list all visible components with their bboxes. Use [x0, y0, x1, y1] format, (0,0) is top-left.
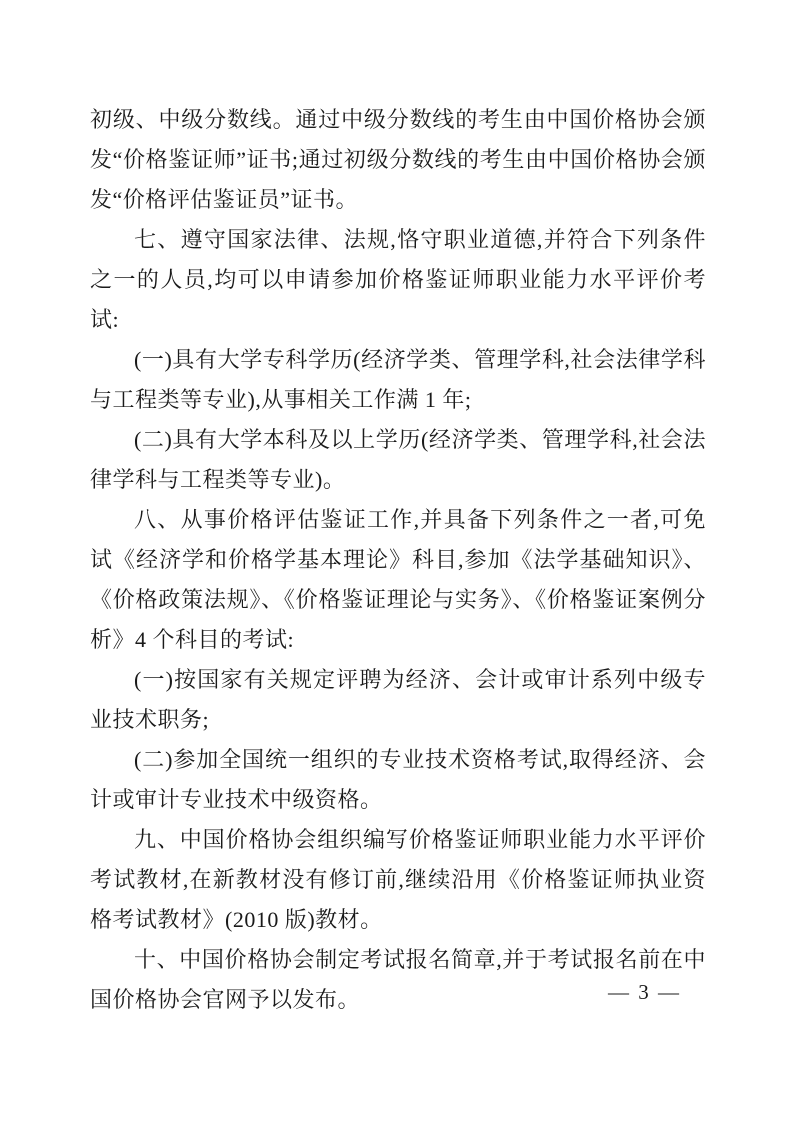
- paragraph-item-7-sub-1: (一)具有大学专科学历(经济学类、管理学科,社会法律学科与工程类等专业),从事相关工作满 1 年;: [90, 347, 706, 412]
- paragraph-item-8-sub-2: (二)参加全国统一组织的专业技术资格考试,取得经济、会计或审计专业技术中级资格。: [90, 747, 706, 812]
- paragraph-item-7: 七、遵守国家法律、法规,恪守职业道德,并符合下列条件之一的人员,均可以申请参加价格鉴证师职业能力水平评价考试:: [90, 227, 706, 332]
- paragraph-item-8: 八、从事价格评估鉴证工作,并具备下列条件之一者,可免试《经济学和价格学基本理论》科目,参加《法学基础知识》、《价格政策法规》、《价格鉴证理论与实务》、《价格鉴证案例分析》4 个科目的考试:: [90, 507, 706, 652]
- page-number: — 3 —: [608, 980, 681, 1004]
- document-body: [90, 100, 706, 1020]
- paragraph-continuation: 初级、中级分数线。通过中级分数线的考生由中国价格协会颁发“价格鉴证师”证书;通过初级分数线的考生由中国价格协会颁发“价格评估鉴证员”证书。: [90, 107, 706, 212]
- paragraph-item-9: 九、中国价格协会组织编写价格鉴证师职业能力水平评价考试教材,在新教材没有修订前,继续沿用《价格鉴证师执业资格考试教材》(2010 版)教材。: [90, 827, 706, 932]
- paragraph-item-7-sub-2: (二)具有大学本科及以上学历(经济学类、管理学科,社会法律学科与工程类等专业)。: [90, 427, 706, 492]
- paragraph-item-8-sub-1: (一)按国家有关规定评聘为经济、会计或审计系列中级专业技术职务;: [90, 667, 706, 732]
- paragraph-item-10: 十、中国价格协会制定考试报名简章,并于考试报名前在中国价格协会官网予以发布。: [90, 947, 706, 1012]
